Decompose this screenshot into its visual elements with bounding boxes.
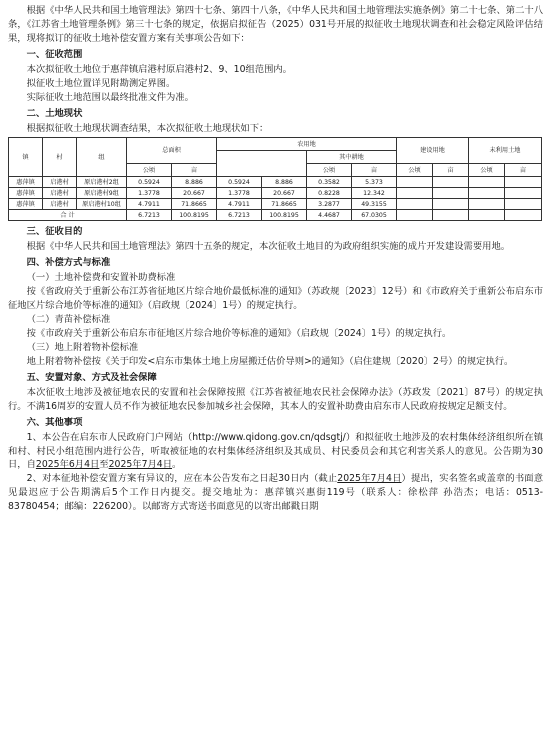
section-1-map-note: 拟征收土地位置详见附勘测定界图。 (26, 77, 176, 89)
cell-farm-ha: 6.7213 (217, 210, 262, 221)
land-status-table (8, 137, 542, 221)
cell-build-mu (433, 188, 469, 199)
cell-build-mu (433, 199, 469, 210)
section-4-sub1-text: 按《省政府关于重新公布江苏省征地区片综合地价最低标准的通知》（苏政规〔2023〕12号）和《市政府关于重新公布启东市征地区片综合地价等标准的通知》（启政规〔2024〕1号）的规定执行。 (8, 286, 543, 312)
cell-build-mu (433, 210, 469, 221)
cell-build-mu (433, 177, 469, 188)
unit-mu: 亩 (433, 164, 469, 177)
cell-farm-mu: 100.8195 (262, 210, 307, 221)
header-village: 村 (43, 138, 77, 177)
cell-arable-ha: 4.4687 (307, 210, 352, 221)
cell-unused-ha (469, 199, 505, 210)
cell-total-ha: 1.3778 (127, 188, 172, 199)
cell-group: 原启港村9组 (77, 188, 127, 199)
cell-village: 启港村 (43, 188, 77, 199)
intro-paragraph: 根据《中华人民共和国土地管理法》第四十七条、第四十八条，《中华人民共和国土地管理法实施条例》第二十七条、第二十八条，《江苏省土地管理条例》第三十七条的规定，依据启拟征告（2025）031号开展的拟征收土地现状调查和社会稳定风险评估结果，现将拟订的征收土地补偿安置方案有关事项公告如下： (8, 5, 543, 44)
unit-mu: 亩 (352, 164, 397, 177)
cell-unused-ha (469, 177, 505, 188)
cell-total-mu: 8.886 (172, 177, 217, 188)
cell-farm-ha: 1.3778 (217, 188, 262, 199)
section-5-title: 五、安置对象、方式及社会保障 (26, 371, 157, 383)
unit-mu: 亩 (505, 164, 542, 177)
section-1-final-note: 实际征收土地范围以最终批准文件为准。 (26, 91, 194, 103)
header-group: 组 (77, 138, 127, 177)
unit-ha: 公顷 (469, 164, 505, 177)
cell-arable-mu: 12.342 (352, 188, 397, 199)
cell-unused-ha (469, 210, 505, 221)
cell-total-mu: 100.8195 (172, 210, 217, 221)
header-farmland-blank (217, 151, 307, 177)
unit-ha: 公顷 (127, 164, 172, 177)
cell-arable-ha: 0.3582 (307, 177, 352, 188)
section-2-intro: 根据拟征收土地现状调查结果，本次拟征收土地现状如下： (26, 122, 269, 134)
cell-unused-mu (505, 188, 542, 199)
section-5-text: 本次征收土地涉及被征地农民的安置和社会保障按照《江苏省被征地农民社会保障办法》（苏政发〔2021〕87号）的规定执行。不满16周岁的安置人员不作为被征地农民参加城乡社会保障，其本人的安置补助费由启东市人民政府按规定足额支付。 (8, 386, 543, 412)
objection-deadline-date: 2025年7月4日 (337, 473, 402, 485)
section-6-item-2 (8, 472, 543, 514)
cell-unused-mu (505, 210, 542, 221)
section-4-sub2-text: 按《市政府关于重新公布启东市征地区片综合地价等标准的通知》（启政规〔2024〕1号）的规定执行。 (26, 328, 452, 339)
section-3-purpose: 根据《中华人民共和国土地管理法》第四十五条的规定，本次征收土地目的为政府组织实施的成片开发建设需要用地。 (26, 241, 511, 253)
cell-build-ha (397, 177, 433, 188)
section-6-item-1 (8, 431, 543, 473)
table-total-row (9, 210, 542, 221)
total-label: 合 计 (9, 210, 127, 221)
cell-group: 原启港村10组 (77, 199, 127, 210)
header-town: 镇 (9, 138, 43, 177)
cell-unused-mu (505, 199, 542, 210)
section-4-sub3-text: 地上附着物补偿按《关于印发<启东市集体土地上房屋搬迁估价导则>的通知》（启住建规〔2020〕2号）的规定执行。 (26, 355, 514, 367)
cell-arable-mu: 49.3155 (352, 199, 397, 210)
table-row (9, 177, 542, 188)
header-unused-land: 未利用土地 (469, 138, 542, 164)
cell-total-mu: 71.8665 (172, 199, 217, 210)
cell-farm-ha: 4.7911 (217, 199, 262, 210)
cell-town: 惠萍镇 (9, 177, 43, 188)
unit-ha: 公顷 (397, 164, 433, 177)
unit-ha: 公顷 (307, 164, 352, 177)
table-row (9, 188, 542, 199)
item-1-text-a: 1、本公告在启东市人民政府门户网站（http://www.qidong.gov.cn/qdsgtj/）和拟征收土地涉及的农村集体经济组织所在镇和村、村民小组范围内进行公告，听取被征地的农村集体经济组织及其成员、村民委员会和其它利害关系人的意见。公告期为30日，自 (8, 431, 543, 471)
cell-unused-ha (469, 188, 505, 199)
section-1-scope: 本次拟征收土地位于惠萍镇启港村原启港村2、9、10组范围内。 (26, 63, 292, 75)
item-1-text-b: 至 (99, 459, 109, 471)
cell-town: 惠萍镇 (9, 188, 43, 199)
item-1-text-c: 。 (172, 459, 182, 471)
cell-arable-ha: 3.2877 (307, 199, 352, 210)
header-farmland: 农用地 (217, 138, 397, 151)
section-3-title: 三、征收目的 (26, 226, 83, 238)
cell-farm-mu: 71.8665 (262, 199, 307, 210)
section-6-title: 六、其他事项 (26, 416, 83, 428)
publish-start-date: 2025年6月4日 (35, 459, 100, 471)
cell-group: 原启港村2组 (77, 177, 127, 188)
cell-arable-ha: 0.8228 (307, 188, 352, 199)
cell-arable-mu: 67.0305 (352, 210, 397, 221)
cell-village: 启港村 (43, 177, 77, 188)
cell-total-ha: 4.7911 (127, 199, 172, 210)
unit-mu: 亩 (172, 164, 217, 177)
cell-farm-mu: 8.886 (262, 177, 307, 188)
cell-farm-ha: 0.5924 (217, 177, 262, 188)
header-arable-land: 其中耕地 (307, 151, 397, 164)
cell-unused-mu (505, 177, 542, 188)
section-4-sub1-title: （一）土地补偿费和安置补助费标准 (26, 272, 176, 284)
cell-village: 启港村 (43, 199, 77, 210)
cell-total-ha: 0.5924 (127, 177, 172, 188)
section-4-sub2-title: （二）青苗补偿标准 (26, 314, 111, 326)
section-4-title: 四、补偿方式与标准 (26, 257, 111, 269)
table-row (9, 199, 542, 210)
item-2-text-a: 2、对本征地补偿安置方案有异议的，应在本公告发布之日起30日内（截止 (26, 473, 338, 485)
section-4-sub3-title: （三）地上附着物补偿标准 (26, 341, 139, 353)
cell-town: 惠萍镇 (9, 199, 43, 210)
cell-build-ha (397, 199, 433, 210)
header-total-area: 总面积 (127, 138, 217, 164)
header-construction-land: 建设用地 (397, 138, 469, 164)
cell-total-mu: 20.667 (172, 188, 217, 199)
section-2-title: 二、土地现状 (26, 107, 83, 119)
cell-build-ha (397, 210, 433, 221)
section-1-title: 一、征收范围 (26, 48, 83, 60)
cell-arable-mu: 5.373 (352, 177, 397, 188)
cell-farm-mu: 20.667 (262, 188, 307, 199)
publish-end-date: 2025年7月4日 (108, 459, 172, 471)
cell-build-ha (397, 188, 433, 199)
item-2-text-b: ）提出，实名签名或盖章的书面意见最迟应于公告期满后5个工作日内提交。提交地址为：惠萍镇兴惠街119号（联系人：徐松萍 孙浩杰；电话：0513-83780454；邮编：226200）。以邮寄方式寄送书面意见的以寄出邮戳日期 (8, 473, 543, 513)
cell-total-ha: 6.7213 (127, 210, 172, 221)
